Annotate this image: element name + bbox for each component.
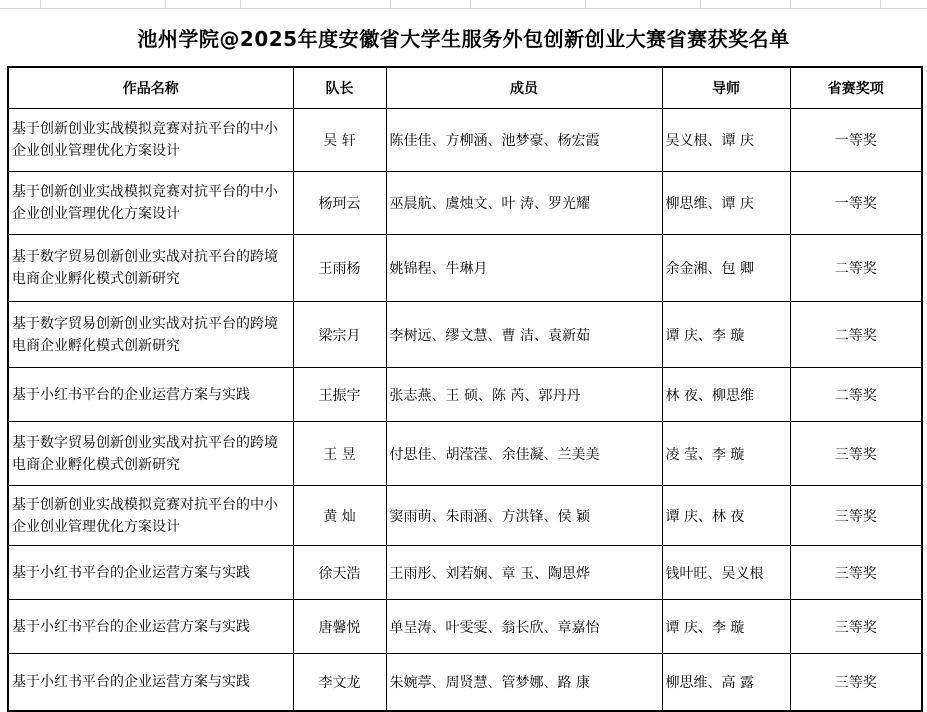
table-row (8, 422, 922, 486)
cell-members[interactable]: 朱婉葶、周贤慧、管梦娜、路 康 (386, 654, 662, 711)
cell-mentor[interactable]: 谭 庆、李 璇 (662, 302, 790, 368)
cell-leader[interactable]: 唐馨悦 (293, 600, 386, 654)
cell-work-name[interactable]: 基于数字贸易创新创业实战对抗平台的跨境电商企业孵化模式创新研究 (8, 422, 293, 486)
award-table (7, 66, 923, 712)
cell-mentor[interactable]: 余金湘、包 卿 (662, 235, 790, 302)
cell-award[interactable]: 三等奖 (790, 654, 922, 711)
cell-award[interactable]: 二等奖 (790, 368, 922, 422)
table-row (8, 600, 922, 654)
cell-mentor[interactable]: 柳思维、谭 庆 (662, 172, 790, 235)
cell-award[interactable]: 三等奖 (790, 486, 922, 546)
table-row (8, 654, 922, 711)
cell-members[interactable]: 姚锦程、牛琳月 (386, 235, 662, 302)
cell-mentor[interactable]: 柳思维、高 露 (662, 654, 790, 711)
cell-award[interactable]: 三等奖 (790, 546, 922, 600)
cell-work-name[interactable]: 基于创新创业实战模拟竞赛对抗平台的中小企业创业管理优化方案设计 (8, 486, 293, 546)
cell-leader[interactable]: 王振宇 (293, 368, 386, 422)
cell-leader[interactable]: 李文龙 (293, 654, 386, 711)
cell-work-name[interactable]: 基于小红书平台的企业运营方案与实践 (8, 654, 293, 711)
table-row (8, 546, 922, 600)
cell-leader[interactable]: 吴 轩 (293, 109, 386, 172)
cell-members[interactable]: 单呈涛、叶雯雯、翁长欣、章嘉怡 (386, 600, 662, 654)
cell-leader[interactable]: 梁宗月 (293, 302, 386, 368)
cell-award[interactable]: 一等奖 (790, 172, 922, 235)
cell-award[interactable]: 二等奖 (790, 302, 922, 368)
cell-work-name[interactable]: 基于数字贸易创新创业实战对抗平台的跨境电商企业孵化模式创新研究 (8, 302, 293, 368)
cell-mentor[interactable]: 谭 庆、李 璇 (662, 600, 790, 654)
table-row (8, 235, 922, 302)
cell-work-name[interactable]: 基于创新创业实战模拟竞赛对抗平台的中小企业创业管理优化方案设计 (8, 172, 293, 235)
table-row (8, 109, 922, 172)
cell-work-name[interactable]: 基于小红书平台的企业运营方案与实践 (8, 600, 293, 654)
cell-work-name[interactable]: 基于小红书平台的企业运营方案与实践 (8, 546, 293, 600)
header-award[interactable]: 省赛奖项 (790, 67, 922, 109)
table-row (8, 368, 922, 422)
table-row (8, 302, 922, 368)
cell-award[interactable]: 一等奖 (790, 109, 922, 172)
cell-award[interactable]: 三等奖 (790, 422, 922, 486)
cell-leader[interactable]: 徐天浩 (293, 546, 386, 600)
cell-leader[interactable]: 王 昱 (293, 422, 386, 486)
header-members[interactable]: 成员 (386, 67, 662, 109)
cell-work-name[interactable]: 基于创新创业实战模拟竞赛对抗平台的中小企业创业管理优化方案设计 (8, 109, 293, 172)
sheet-title: 池州学院@2025年度安徽省大学生服务外包创新创业大赛省赛获奖名单 (137, 26, 790, 51)
cell-leader[interactable]: 王雨杨 (293, 235, 386, 302)
cell-members[interactable]: 巫晨航、虞烛文、叶 涛、罗光耀 (386, 172, 662, 235)
cell-award[interactable]: 二等奖 (790, 235, 922, 302)
cell-leader[interactable]: 杨珂云 (293, 172, 386, 235)
cell-members[interactable]: 陈佳佳、方柳涵、池梦豪、杨宏霞 (386, 109, 662, 172)
cell-members[interactable]: 张志燕、王 硕、陈 芮、郭丹丹 (386, 368, 662, 422)
cell-mentor[interactable]: 钱叶旺、吴义根 (662, 546, 790, 600)
table-row (8, 172, 922, 235)
table-row (8, 486, 922, 546)
cell-work-name[interactable]: 基于数字贸易创新创业实战对抗平台的跨境电商企业孵化模式创新研究 (8, 235, 293, 302)
cell-award[interactable]: 三等奖 (790, 600, 922, 654)
header-leader[interactable]: 队长 (293, 67, 386, 109)
cell-leader[interactable]: 黄 灿 (293, 486, 386, 546)
cell-members[interactable]: 王雨彤、刘若娴、章 玉、陶思烨 (386, 546, 662, 600)
cell-mentor[interactable]: 凌 莹、李 璇 (662, 422, 790, 486)
header-work-name[interactable]: 作品名称 (8, 67, 293, 109)
cell-mentor[interactable]: 林 夜、柳思维 (662, 368, 790, 422)
cell-members[interactable]: 窦雨萌、朱雨涵、方洪锋、侯 颖 (386, 486, 662, 546)
cell-members[interactable]: 李树远、缪文慧、曹 洁、袁新茹 (386, 302, 662, 368)
cell-mentor[interactable]: 吴义根、谭 庆 (662, 109, 790, 172)
header-row (8, 67, 922, 109)
cell-mentor[interactable]: 谭 庆、林 夜 (662, 486, 790, 546)
cell-members[interactable]: 付思佳、胡滢滢、余佳凝、兰美美 (386, 422, 662, 486)
cell-work-name[interactable]: 基于小红书平台的企业运营方案与实践 (8, 368, 293, 422)
header-mentor[interactable]: 导师 (662, 67, 790, 109)
